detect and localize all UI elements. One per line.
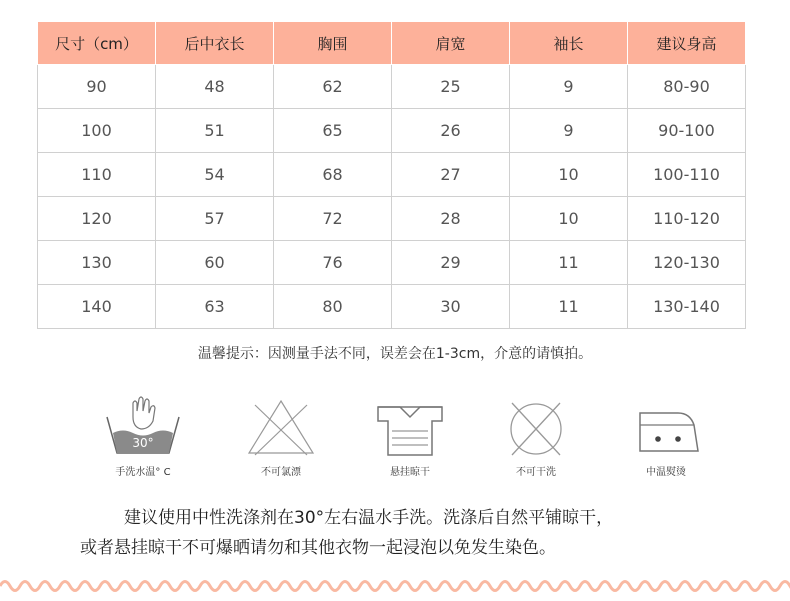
- table-cell: 25: [392, 65, 510, 109]
- table-cell: 76: [274, 241, 392, 285]
- table-cell: 120-130: [628, 241, 746, 285]
- header-sleeve: 袖长: [510, 22, 628, 65]
- care-item-hang-dry: [355, 395, 465, 478]
- table-cell: 65: [274, 109, 392, 153]
- care-label: 不可氯漂: [261, 467, 301, 478]
- washing-advice: [80, 503, 740, 563]
- no-tumble-dry-icon: [496, 395, 576, 457]
- measurement-tip: 温馨提示：因测量手法不同，误差会在1-3cm，介意的请慎拍。: [197, 346, 593, 362]
- table-cell: 10: [510, 153, 628, 197]
- table-cell: 28: [392, 197, 510, 241]
- table-cell: 30: [392, 285, 510, 329]
- table-cell: 9: [510, 109, 628, 153]
- care-instructions: [0, 395, 790, 485]
- table-cell: 27: [392, 153, 510, 197]
- size-chart-table: [37, 21, 746, 329]
- wash-temperature: 30°: [132, 436, 154, 450]
- header-back-length: 后中衣长: [156, 22, 274, 65]
- table-cell: 10: [510, 197, 628, 241]
- table-cell: 110-120: [628, 197, 746, 241]
- care-label: 手洗水温° C: [115, 467, 171, 478]
- table-cell: 9: [510, 65, 628, 109]
- table-cell: 110: [38, 153, 156, 197]
- table-cell: 26: [392, 109, 510, 153]
- table-cell: 130: [38, 241, 156, 285]
- table-cell: 62: [274, 65, 392, 109]
- table-cell: 80-90: [628, 65, 746, 109]
- no-bleach-icon: [241, 395, 321, 457]
- table-cell: 48: [156, 65, 274, 109]
- table-cell: 68: [274, 153, 392, 197]
- hang-dry-icon: [370, 395, 450, 457]
- iron-medium-icon: [626, 395, 706, 457]
- table-cell: 51: [156, 109, 274, 153]
- header-size: 尺寸（cm）: [38, 22, 156, 65]
- table-cell: 63: [156, 285, 274, 329]
- advice-line: 或者悬挂晾干不可爆晒请勿和其他衣物一起浸泡以免发生染色。: [80, 538, 556, 558]
- table-cell: 90-100: [628, 109, 746, 153]
- advice-line: 建议使用中性洗涤剂在30°左右温水手洗。洗涤后自然平铺晾干，: [124, 508, 614, 528]
- care-item-iron-medium: [611, 395, 721, 478]
- table-cell: 11: [510, 285, 628, 329]
- table-row: [38, 65, 746, 109]
- header-chest: 胸围: [274, 22, 392, 65]
- table-cell: 120: [38, 197, 156, 241]
- table-cell: 100-110: [628, 153, 746, 197]
- table-cell: 11: [510, 241, 628, 285]
- decorative-wave-border: [0, 575, 790, 597]
- table-cell: 29: [392, 241, 510, 285]
- table-cell: 80: [274, 285, 392, 329]
- care-item-hand-wash: [88, 395, 198, 478]
- care-item-no-bleach: [226, 395, 336, 478]
- care-label: 悬挂晾干: [390, 467, 430, 478]
- header-shoulder: 肩宽: [392, 22, 510, 65]
- table-cell: 60: [156, 241, 274, 285]
- table-cell: 130-140: [628, 285, 746, 329]
- table-cell: 140: [38, 285, 156, 329]
- table-cell: 100: [38, 109, 156, 153]
- table-cell: 54: [156, 153, 274, 197]
- header-height: 建议身高: [628, 22, 746, 65]
- table-row: [38, 109, 746, 153]
- table-cell: 57: [156, 197, 274, 241]
- table-row: [38, 241, 746, 285]
- care-item-no-dry-clean: [481, 395, 591, 478]
- table-row: [38, 153, 746, 197]
- table-row: [38, 197, 746, 241]
- care-label: 不可干洗: [516, 467, 556, 478]
- table-cell: 90: [38, 65, 156, 109]
- table-header-row: [38, 22, 746, 65]
- table-cell: 72: [274, 197, 392, 241]
- table-row: [38, 285, 746, 329]
- hand-wash-icon: [103, 395, 183, 457]
- care-label: 中温熨烫: [646, 467, 686, 478]
